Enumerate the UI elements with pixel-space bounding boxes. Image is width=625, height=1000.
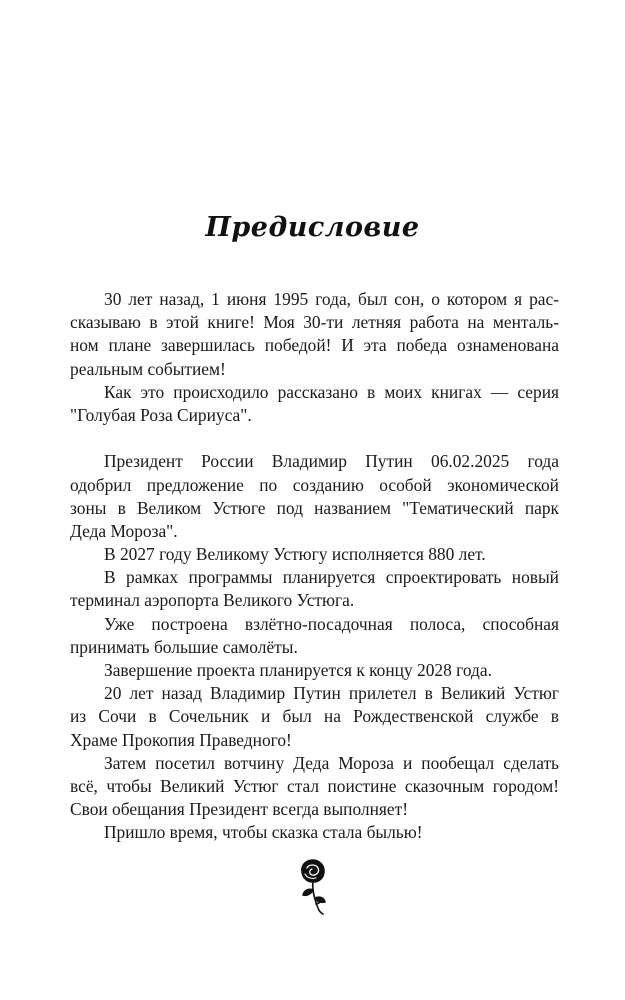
text-line: Свои обещания Президент всегда выполняет! (70, 799, 409, 820)
text-line: ном плане завершилась победой! И эта победа ознаменована (70, 335, 559, 356)
text-line: из Сочи в Сочельник и был на Рождественской службе в (70, 706, 559, 727)
text-line: В 2027 году Великому Устюгу исполняется 880 лет. (104, 544, 486, 565)
text-line: "Голубая Роза Сириуса". (70, 404, 252, 425)
text-line: Деда Мороза". (70, 520, 178, 541)
text-line: Завершение проекта планируется к концу 2028 года. (104, 660, 492, 680)
text-line: терминал аэропорта Великого Устюга. (70, 590, 355, 611)
text-line: Храме Прокопия Праведного! (70, 729, 292, 750)
text-line: сказываю в этой книге! Моя 30-ти летняя работа на менталь- (70, 312, 559, 333)
text-line: Уже построена взлётно-посадочная полоса, способная (104, 613, 559, 634)
text-line: 30 лет назад, 1 июня 1995 года, был сон, о котором я рас- (104, 289, 559, 309)
text-line: зоны в Великом Устюге под названием "Тематический парк (70, 497, 559, 518)
preface-text (70, 288, 559, 845)
text-line: Президент России Владимир Путин 06.02.2025 года (104, 451, 559, 472)
page-title: Предисловие (205, 212, 420, 243)
paragraph-gap (70, 427, 559, 450)
text-line: Пришло время, чтобы сказка стала былью! (104, 822, 423, 843)
rose-icon (296, 856, 330, 916)
text-line: 20 лет назад Владимир Путин прилетел в Великий Устюг (104, 683, 559, 704)
text-line: одобрил предложение по созданию особой экономической (70, 474, 559, 495)
text-line: всё, чтобы Великий Устюг стал поистине сказочным городом! (70, 775, 559, 796)
text-line: Как это происходило рассказано в моих книгах — серия (104, 381, 559, 402)
text-line: Затем посетил вотчину Деда Мороза и пообещал сделать (104, 752, 559, 773)
text-line: принимать большие самолёты. (70, 636, 298, 657)
text-line: реальным событием! (70, 358, 226, 379)
text-line: В рамках программы планируется спроектировать новый (104, 567, 559, 588)
